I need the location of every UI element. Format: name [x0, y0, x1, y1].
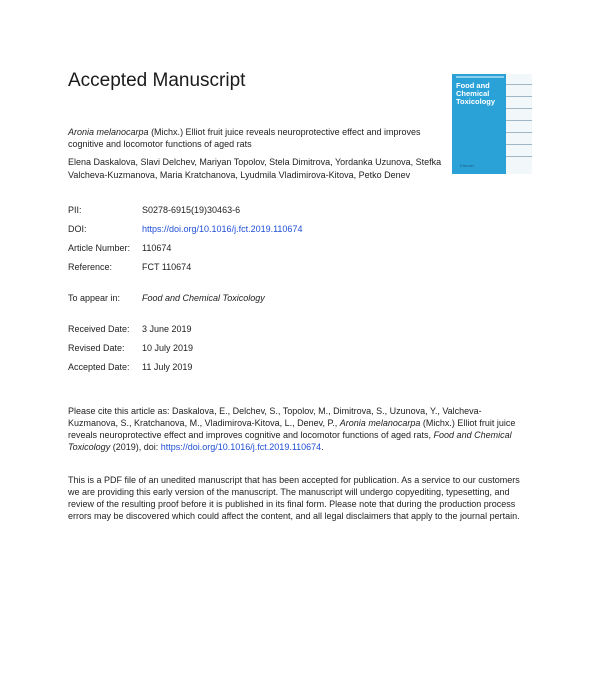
cover-rule: [506, 120, 532, 121]
citation-end: .: [321, 442, 324, 452]
cover-rule: [506, 144, 532, 145]
meta-label: To appear in:: [68, 293, 121, 303]
cover-rule: [506, 156, 532, 157]
article-authors: Elena Daskalova, Slavi Delchev, Mariyan Topolov, Stela Dimitrova, Yordanka Uzunova, Stefka Valcheva-Kuzmanova, Maria Kratchanova, Lyudmila Vladimirova-Kitova, Petko Denev: [68, 157, 442, 180]
meta-article-number: [68, 243, 171, 253]
manuscript-notice: This is a PDF file of an unedited manuscript that has been accepted for publication. As a service to our customers we are providing this early version of the manuscript. The manuscript will undergo copyediting, typesetting, and review of the resulting proof before it is published in its final form. Please note that during the production process errors may be discovered which could affect the content, and all legal disclaimers that apply to the journal pertain.: [68, 475, 520, 521]
date-label: Accepted Date:: [68, 362, 130, 372]
meta-value: 110674: [142, 243, 172, 253]
page-heading: Accepted Manuscript: [68, 70, 246, 91]
meta-doi: [68, 224, 302, 234]
date-value: 3 June 2019: [142, 324, 192, 334]
journal-name: Food and Chemical Toxicology: [142, 293, 265, 303]
date-value: 10 July 2019: [142, 343, 194, 353]
cover-rule: [506, 132, 532, 133]
cover-publisher-logo: Elsevier: [460, 163, 475, 168]
title-species: Aronia melanocarpa: [68, 127, 149, 137]
date-value: 11 July 2019: [142, 362, 193, 372]
cover-rule: [506, 96, 532, 97]
citation-journal: Food and Chemical Toxicology: [68, 430, 512, 452]
meta-label: Reference:: [68, 262, 113, 272]
meta-value: S0278-6915(19)30463-6: [142, 205, 241, 215]
meta-label: DOI:: [68, 224, 87, 234]
citation-middle: (Michx.) Elliot fruit juice reveals neuroprotective effect and improves cognitive and locomotor functions of aged rats,: [68, 418, 516, 440]
date-received: [68, 324, 192, 334]
citation-year-doi: (2019), doi:: [110, 442, 161, 452]
citation-doi-link[interactable]: https://doi.org/10.1016/j.fct.2019.110674: [160, 442, 322, 452]
cover-journal-line: Chemical: [456, 89, 490, 98]
cover-journal-title: [456, 82, 508, 106]
date-accepted: [68, 362, 192, 372]
meta-pii: [68, 205, 240, 215]
meta-label: Article Number:: [68, 243, 131, 253]
citation-prefix: Please cite this article as: Daskalova, E., Delchev, S., Topolov, M., Dimitrova, S., Uzunova, Y., Valcheva-Kuzmanova, S., Kratchanova, M., Vladimirova-Kitova, L., Denev, P.,: [68, 406, 482, 428]
cover-top-line: [456, 76, 504, 78]
date-label: Revised Date:: [68, 343, 125, 353]
title-rest: (Michx.) Elliot fruit juice reveals neuroprotective effect and improves cognitive and locomotor functions of aged rats: [68, 127, 421, 149]
doi-link[interactable]: https://doi.org/10.1016/j.fct.2019.110674: [142, 224, 303, 234]
cover-journal-line: Food and: [456, 81, 490, 90]
cover-side-stripe: [506, 74, 532, 174]
cover-journal-line: Toxicology: [456, 97, 496, 106]
date-label: Received Date:: [68, 324, 130, 334]
date-revised: [68, 343, 193, 353]
cover-rule: [506, 108, 532, 109]
citation-paragraph: [68, 405, 530, 453]
journal-cover-thumbnail: [452, 74, 532, 174]
cover-rule: [506, 84, 532, 85]
citation-species: Aronia melanocarpa: [339, 418, 421, 428]
meta-to-appear: [68, 293, 265, 303]
meta-value: FCT 110674: [142, 262, 192, 272]
meta-label: PII:: [68, 205, 82, 215]
article-title: [68, 126, 428, 150]
meta-reference: [68, 262, 191, 272]
